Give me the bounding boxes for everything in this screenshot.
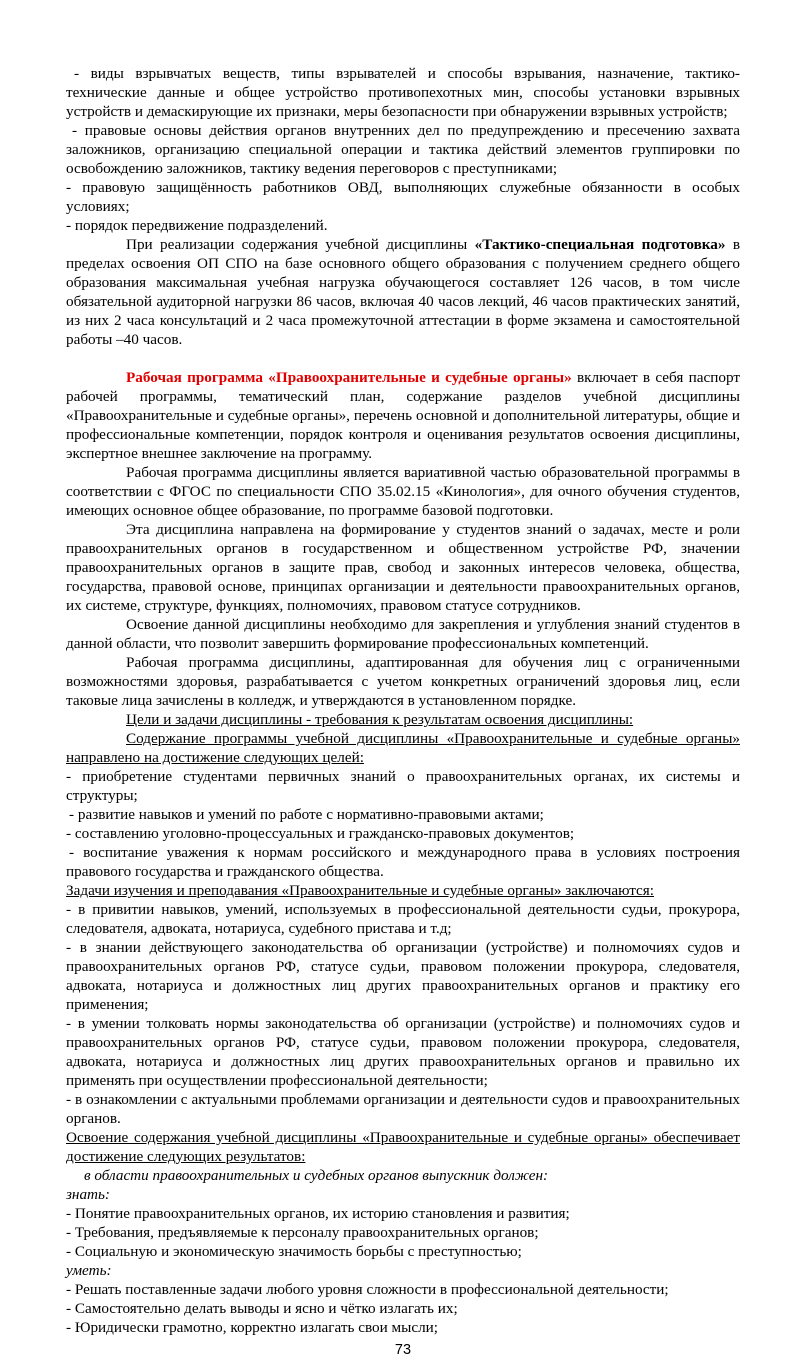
paragraph — [66, 615, 740, 653]
paragraph — [66, 121, 740, 178]
paragraph — [66, 653, 740, 710]
paragraph — [66, 843, 740, 881]
paragraph — [66, 216, 740, 235]
text-run: - правовую защищённость работников ОВД, выполняющих служебные обязанности в особых условиях; — [66, 179, 740, 215]
paragraph — [66, 1185, 740, 1204]
paragraph — [66, 1318, 740, 1337]
paragraph — [66, 1166, 740, 1185]
text-run: - в знании действующего законодательства об организации (устройстве) и полномочиях судов и правоохранительных органов РФ, статусе судьи, правовом положении прокурора, следователя, адвоката, нотариуса и должностных лиц других правоохранительных органов и практику его применения; — [66, 939, 740, 1013]
paragraph — [66, 1242, 740, 1261]
text-run: Освоение содержания учебной дисциплины «Правоохранительные и судебные органы» обеспечивает достижение следующих результатов: — [66, 1129, 740, 1165]
document-content — [66, 64, 740, 1337]
text-run: - воспитание уважения к нормам российского и международного права в условиях построения правового государства и гражданского общества. — [66, 844, 740, 880]
text-run: «Тактико-специальная подготовка» — [474, 236, 726, 253]
paragraph — [66, 1223, 740, 1242]
paragraph — [66, 824, 740, 843]
text-run: - виды взрывчатых веществ, типы взрывателей и способы взрывания, назначение, тактико-технические данные и общее устройство противопехотных мин, способы установки взрывных устройств и демаскирующие их признаки, меры безопасности при обнаружении взрывных устройств; — [66, 65, 740, 120]
text-run: - Юридически грамотно, корректно излагать свои мысли; — [66, 1319, 439, 1336]
text-run: в области правоохранительных и судебных органов выпускник должен: — [84, 1167, 549, 1184]
text-run: - в привитии навыков, умений, используемых в профессиональной деятельности судьи, прокурора, следователя, адвоката, нотариуса, судебного пристава и т.д; — [66, 901, 740, 937]
paragraph — [66, 1128, 740, 1166]
paragraph — [66, 710, 740, 729]
paragraph — [66, 881, 740, 900]
paragraph — [66, 900, 740, 938]
text-run: Цели и задачи дисциплины - требования к результатам освоения дисциплины: — [126, 711, 634, 728]
paragraph — [66, 1014, 740, 1090]
text-run: Эта дисциплина направлена на формирование у студентов знаний о задачах, месте и роли правоохранительных органов в государственном и общественном устройстве РФ, значении правоохранительных органов в защите прав, свобод и законных интересов человека, общества, государства, правовой основе, принципах организации и деятельности правоохранительных органов, их системе, структуре, функциях, полномочиях, правовом статусе сотрудников. — [66, 521, 740, 614]
paragraph — [66, 1090, 740, 1128]
paragraph — [66, 64, 740, 121]
text-run: Задачи изучения и преподавания «Правоохранительные и судебные органы» заключаются: — [66, 882, 654, 899]
text-run: Рабочая программа дисциплины, адаптированная для обучения лиц с ограниченными возможностями здоровья, разрабатывается с учетом конкретных ограничений здоровья лиц, если таковые лица зачислены в колледж, и утверждаются в установленном порядке. — [66, 654, 740, 709]
text-run: - порядок передвижение подразделений. — [66, 217, 328, 234]
text-run: включает в себя паспорт рабочей программы, тематический план, содержание разделов учебной дисциплины «Правоохранительные и судебные органы», перечень основной и дополнительной литературы, общие и профессиональные компетенции, порядок контроля и оценивания результатов освоения дисциплины, экспертное внешнее заключение на программу. — [66, 369, 741, 462]
text-run: - в умении толковать нормы законодательства об организации (устройстве) и полномочиях судов и правоохранительных органов РФ, статусе судьи, правовом положении прокурора, следователя, адвоката, нотариуса и должностных лиц других правоохранительных органов и правильно их применять при осуществлении профессиональной деятельности; — [66, 1015, 740, 1089]
text-run: Рабочая программа дисциплины является вариативной частью образовательной программы в соответствии с ФГОС по специальности СПО 35.02.15 «Кинология», для очного обучения студентов, имеющих основное общее образование, по программе базовой подготовки. — [66, 464, 740, 519]
blank-line — [66, 349, 740, 368]
text-run: - Требования, предъявляемые к персоналу правоохранительных органов; — [66, 1224, 539, 1241]
text-run: - составлению уголовно-процессуальных и гражданско-правовых документов; — [66, 825, 575, 842]
paragraph — [66, 938, 740, 1014]
paragraph — [66, 368, 740, 463]
paragraph — [66, 520, 740, 615]
text-run: уметь: — [66, 1262, 112, 1279]
text-run: знать: — [66, 1186, 110, 1203]
paragraph — [66, 178, 740, 216]
text-run: - развитие навыков и умений по работе с нормативно-правовыми актами; — [69, 806, 544, 823]
paragraph — [66, 463, 740, 520]
text-run: Содержание программы учебной дисциплины «Правоохранительные и судебные органы» направлено на достижение следующих целей: — [66, 730, 740, 766]
text-run: Рабочая программа «Правоохранительные и судебные органы» — [126, 369, 572, 386]
text-run: - правовые основы действия органов внутренних дел по предупреждению и пресечению захвата заложников, организацию специальной операции и тактика действий элементов группировки по освобождению заложников, тактику ведения переговоров с преступниками; — [66, 122, 740, 177]
text-run: в пределах освоения ОП СПО на базе основного общего образования с получением среднего общего образования максимальная учебная нагрузка обучающегося составляет 126 часов, в том числе обязательной аудиторной нагрузки 86 часов, включая 40 часов лекций, 46 часов практических занятий, из них 2 часа консультаций и 2 часа промежуточной аттестации в форме экзамена и самостоятельной работы –40 часов. — [66, 236, 741, 348]
page-footer — [66, 1341, 740, 1360]
text-run: - Самостоятельно делать выводы и ясно и чётко излагать их; — [66, 1300, 458, 1317]
paragraph — [66, 729, 740, 767]
text-run: - Понятие правоохранительных органов, их историю становления и развития; — [66, 1205, 570, 1222]
paragraph — [66, 235, 740, 349]
paragraph — [66, 805, 740, 824]
text-run: - Решать поставленные задачи любого уровня сложности в профессиональной деятельности; — [66, 1281, 669, 1298]
text-run: Освоение данной дисциплины необходимо для закрепления и углубления знаний студентов в данной области, что позволит завершить формирование профессиональных компетенций. — [66, 616, 740, 652]
text-run: При реализации содержания учебной дисциплины — [126, 236, 475, 253]
paragraph — [66, 1204, 740, 1223]
paragraph — [66, 1280, 740, 1299]
paragraph — [66, 1261, 740, 1280]
text-run: - в ознакомлении с актуальными проблемами организации и деятельности судов и правоохранительных органов. — [66, 1091, 740, 1127]
paragraph — [66, 1299, 740, 1318]
text-run: - Социальную и экономическую значимость борьбы с преступностью; — [66, 1243, 522, 1260]
paragraph — [66, 767, 740, 805]
page-number: 73 — [394, 1342, 412, 1358]
text-run: - приобретение студентами первичных знаний о правоохранительных органах, их системы и структуры; — [66, 768, 740, 804]
